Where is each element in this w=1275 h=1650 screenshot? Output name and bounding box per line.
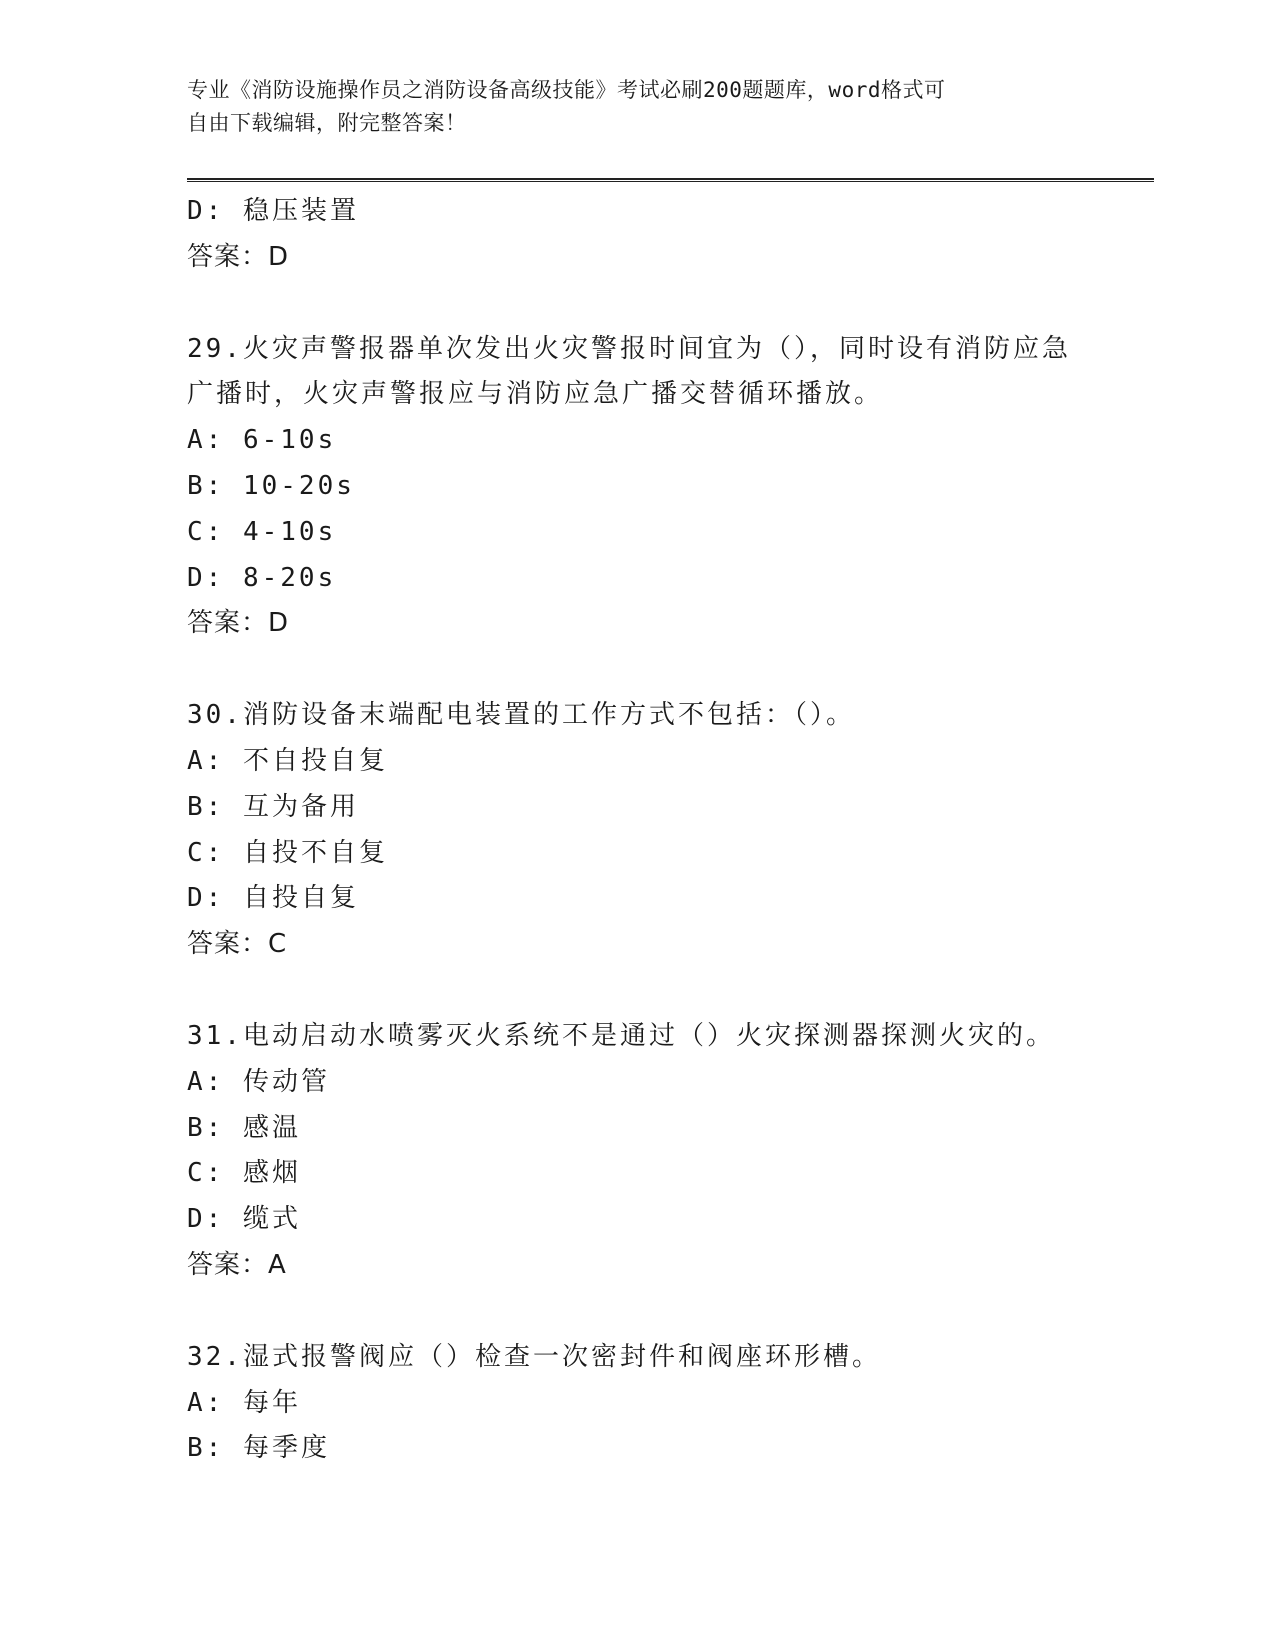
- question-stem: 32.湿式报警阀应（）检查一次密封件和阀座环形槽。: [187, 1341, 881, 1372]
- question-list: [187, 189, 1147, 1472]
- option-a: A: 不自投自复: [187, 745, 388, 776]
- option-c: C: 4-10s: [187, 516, 337, 547]
- question-29: [187, 327, 1147, 648]
- answer: 答案：A: [187, 1249, 287, 1280]
- option-d: D: 稳压装置: [187, 196, 359, 226]
- question-stem: 29.火灾声警报器单次发出火灾警报时间宜为（），同时设有消防应急: [187, 333, 1071, 364]
- question-stem: 广播时，火灾声警报应与消防应急广播交替循环播放。: [187, 379, 884, 410]
- option-d: D: 缆式: [187, 1204, 301, 1235]
- option-b: B: 互为备用: [187, 791, 359, 822]
- spacer: [187, 281, 1147, 327]
- document-header: [187, 74, 1087, 140]
- question-31: [187, 1014, 1147, 1289]
- header-line-1: 专业《消防设施操作员之消防设备高级技能》考试必刷200题题库，word格式可: [187, 78, 946, 102]
- question-30: [187, 693, 1147, 968]
- spacer: [187, 647, 1147, 693]
- answer: 答案：C: [187, 929, 288, 960]
- option-a: A: 传动管: [187, 1066, 330, 1097]
- spacer: [187, 1289, 1147, 1335]
- option-d: D: 8-20s: [187, 562, 337, 593]
- question-stem: 31.电动启动水喷雾灭火系统不是通过（）火灾探测器探测火灾的。: [187, 1020, 1055, 1051]
- spacer: [187, 968, 1147, 1014]
- answer: 答案：D: [187, 608, 290, 639]
- option-d: D: 自投自复: [187, 883, 359, 914]
- answer: 答案：D: [187, 241, 290, 272]
- option-b: B: 感温: [187, 1112, 301, 1143]
- question-28-continued: [187, 189, 1147, 281]
- option-a: A: 每年: [187, 1387, 301, 1418]
- header-divider: [187, 178, 1154, 182]
- option-c: C: 自投不自复: [187, 837, 388, 868]
- question-32: [187, 1335, 1147, 1472]
- option-c: C: 感烟: [187, 1158, 301, 1189]
- option-b: B: 10-20s: [187, 470, 355, 501]
- header-line-2: 自由下载编辑，附完整答案！: [187, 111, 467, 135]
- question-stem: 30.消防设备末端配电装置的工作方式不包括：（）。: [187, 700, 855, 731]
- option-a: A: 6-10s: [187, 425, 337, 456]
- option-b: B: 每季度: [187, 1433, 330, 1464]
